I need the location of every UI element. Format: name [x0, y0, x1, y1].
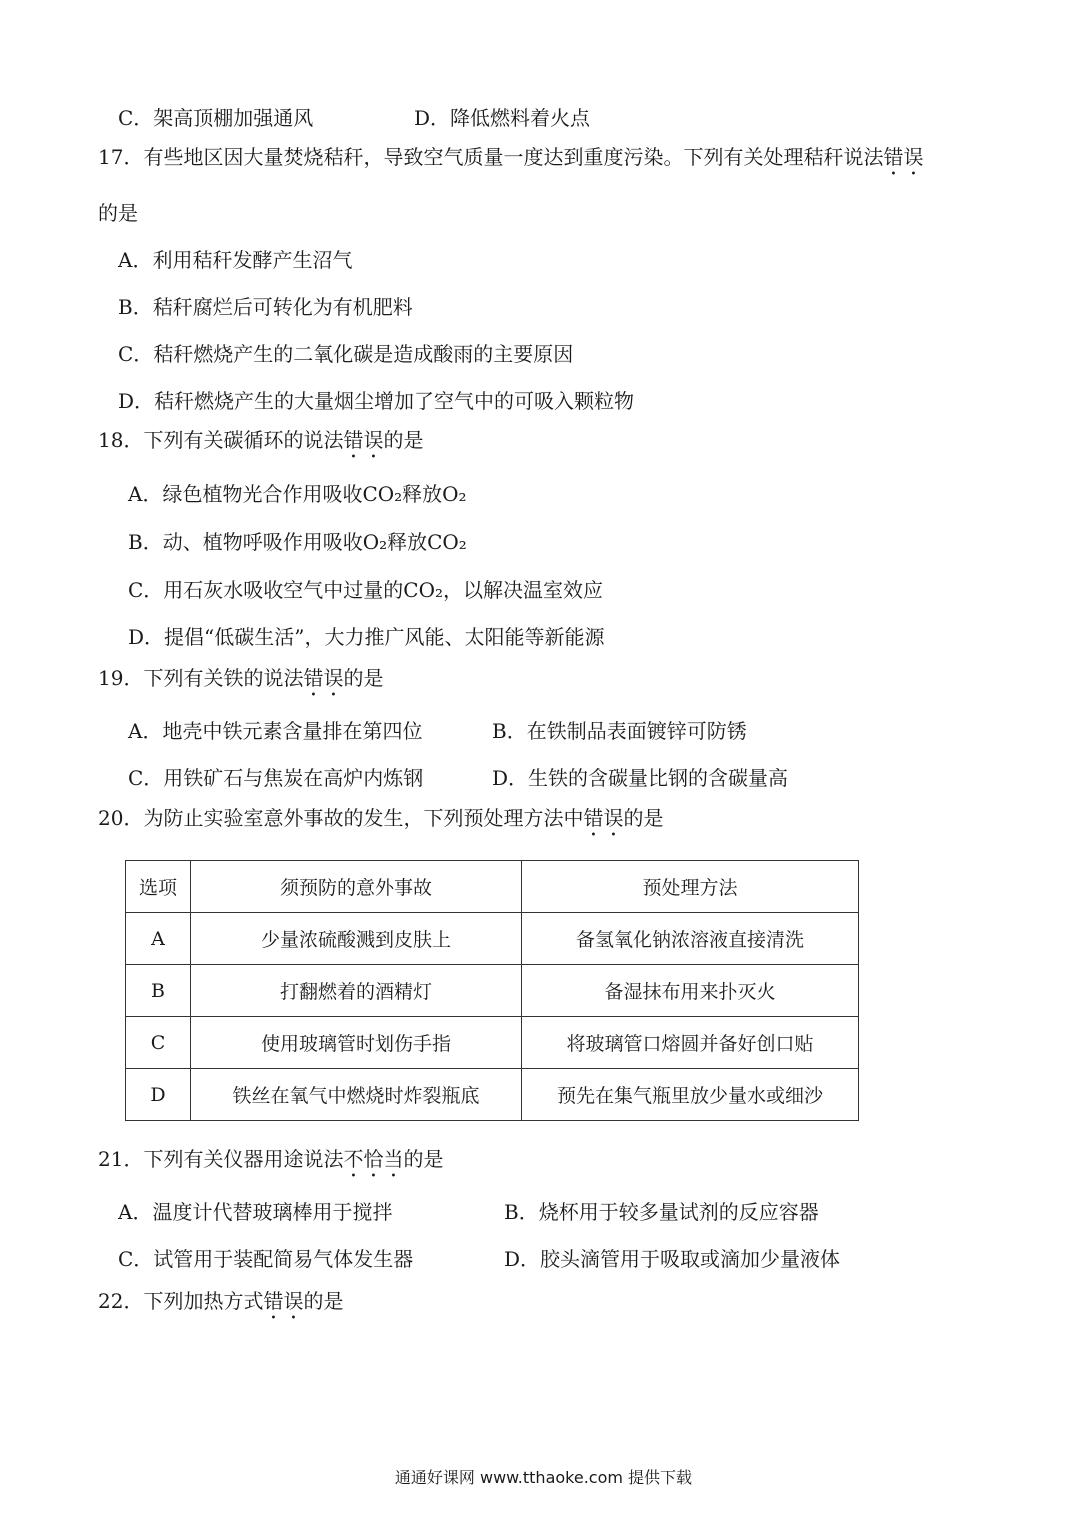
table-cell: 预先在集气瓶里放少量水或细沙 [522, 1069, 859, 1121]
table-cell: C [126, 1017, 191, 1069]
q21-option-b: B．烧杯用于较多量试剂的反应容器 [504, 1200, 819, 1224]
table-row [126, 913, 859, 965]
q22-stem-end: 的是 [303, 1289, 344, 1313]
q20-stem-text: 20．为防止实验室意外事故的发生，下列预处理方法中 [98, 806, 584, 830]
q17-stem [98, 143, 923, 180]
q17-stem-continuation: 的是 [98, 201, 138, 225]
table-cell: 少量浓硫酸溅到皮肤上 [191, 913, 522, 965]
q21-stem-end: 的是 [403, 1147, 444, 1171]
q18-option-a: A．绿色植物光合作用吸收CO₂释放O₂ [128, 482, 467, 506]
q19-stem [98, 664, 383, 701]
q18-stem-emphasis: 错误 [343, 428, 384, 452]
q18-option-c: C．用石灰水吸收空气中过量的CO₂，以解决温室效应 [128, 578, 604, 602]
q20-stem-emphasis: 错误 [583, 806, 624, 830]
q18-option-b: B．动、植物呼吸作用吸收O₂释放CO₂ [128, 530, 467, 554]
table-cell: D [126, 1069, 191, 1121]
table-cell: B [126, 965, 191, 1017]
q17-stem-text: 17．有些地区因大量焚烧秸秆，导致空气质量一度达到重度污染。下列有关处理秸秆说法 [98, 145, 884, 169]
q21-stem-emphasis: 不恰当 [343, 1147, 404, 1171]
q18-stem-text: 18．下列有关碳循环的说法 [98, 428, 344, 452]
q18-option-d: D．提倡“低碳生活”，大力推广风能、太阳能等新能源 [128, 625, 605, 649]
q19-option-a: A．地壳中铁元素含量排在第四位 [128, 719, 423, 743]
q16-option-c: C．架高顶棚加强通风 [118, 106, 314, 130]
q19-option-c: C．用铁矿石与焦炭在高炉内炼钢 [128, 766, 424, 790]
q18-stem [98, 426, 423, 463]
q21-option-d: D．胶头滴管用于吸取或滴加少量液体 [504, 1247, 841, 1271]
table-row [126, 1017, 859, 1069]
q19-option-d: D．生铁的含碳量比钢的含碳量高 [492, 766, 789, 790]
table-header-row [126, 861, 859, 913]
q16-option-d: D．降低燃料着火点 [414, 106, 591, 130]
table-cell: 备氢氧化钠浓溶液直接清洗 [522, 913, 859, 965]
q21-stem-text: 21．下列有关仪器用途说法 [98, 1147, 344, 1171]
q20-stem-end: 的是 [623, 806, 664, 830]
q19-stem-text: 19．下列有关铁的说法 [98, 666, 304, 690]
table-cell: 将玻璃管口熔圆并备好创口贴 [522, 1017, 859, 1069]
q19-stem-emphasis: 错误 [303, 666, 344, 690]
q22-stem-emphasis: 错误 [263, 1289, 304, 1313]
q17-option-d: D．秸秆燃烧产生的大量烟尘增加了空气中的可吸入颗粒物 [118, 389, 635, 413]
table-cell: A [126, 913, 191, 965]
table-cell: 打翻燃着的酒精灯 [191, 965, 522, 1017]
q18-stem-end: 的是 [383, 428, 424, 452]
table-header-method: 预处理方法 [522, 861, 859, 913]
q21-stem [98, 1145, 443, 1182]
page-footer: 通通好课网 www.tthaoke.com 提供下载 [394, 1468, 693, 1487]
table-header-option: 选项 [126, 861, 191, 913]
table-cell: 备湿抹布用来扑灭火 [522, 965, 859, 1017]
table-row [126, 1069, 859, 1121]
q22-stem-text: 22．下列加热方式 [98, 1289, 264, 1313]
q17-stem-emphasis: 错误 [883, 145, 924, 169]
q17-option-c: C．秸秆燃烧产生的二氧化碳是造成酸雨的主要原因 [118, 342, 574, 366]
q21-option-c: C．试管用于装配简易气体发生器 [118, 1247, 414, 1271]
q22-stem [98, 1287, 343, 1324]
table-cell: 使用玻璃管时划伤手指 [191, 1017, 522, 1069]
table-header-accident: 须预防的意外事故 [191, 861, 522, 913]
q19-option-b: B．在铁制品表面镀锌可防锈 [492, 719, 747, 743]
q19-stem-end: 的是 [343, 666, 384, 690]
table-cell: 铁丝在氧气中燃烧时炸裂瓶底 [191, 1069, 522, 1121]
table-row [126, 965, 859, 1017]
q21-option-a: A．温度计代替玻璃棒用于搅拌 [118, 1200, 393, 1224]
q20-table [125, 860, 859, 1121]
q20-stem [98, 804, 663, 841]
q17-option-b: B．秸秆腐烂后可转化为有机肥料 [118, 295, 413, 319]
q17-option-a: A．利用秸秆发酵产生沼气 [118, 248, 353, 272]
